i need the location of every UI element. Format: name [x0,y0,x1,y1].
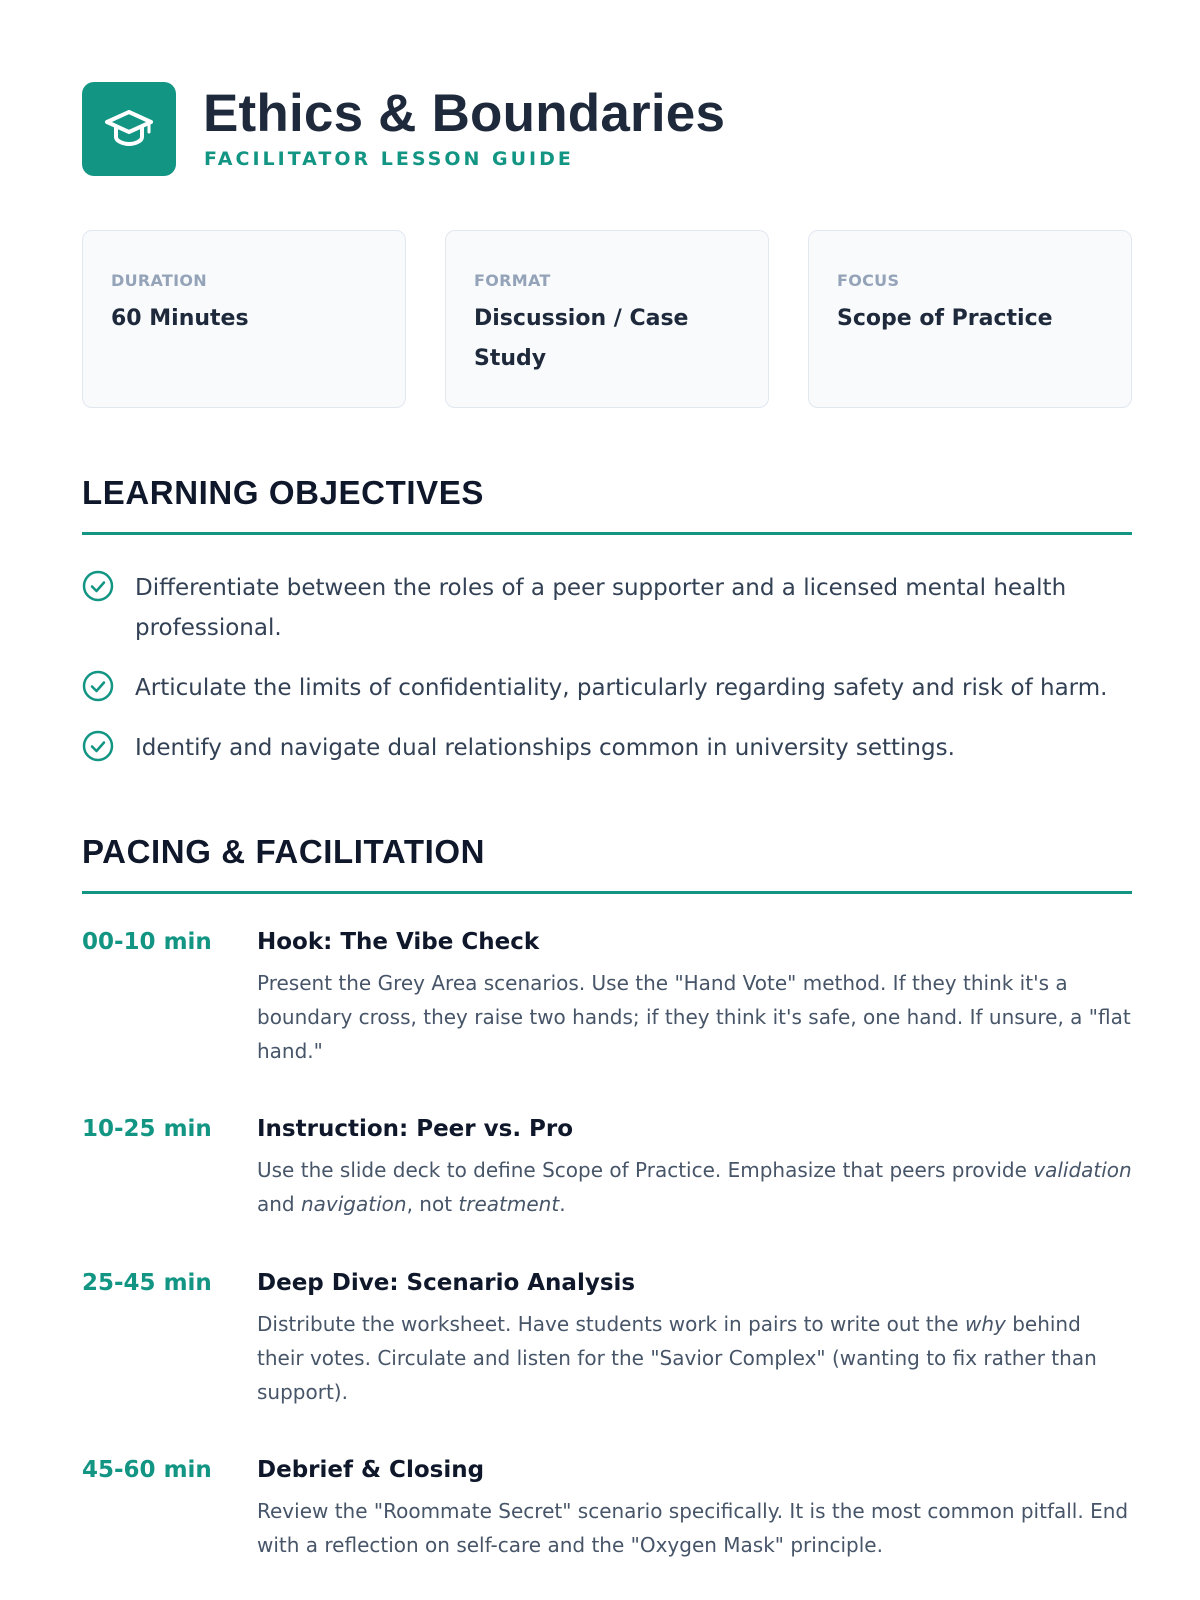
objective-text: Articulate the limits of confidentiality, particularly regarding safety and risk of harm. [135,675,1108,701]
desc-text: Use the slide deck to define Scope of Practice. Emphasize that peers provide [257,1158,1034,1182]
logo-badge [82,82,176,176]
activity-title: Debrief & Closing [257,1457,485,1483]
pacing-heading: PACING & FACILITATION [82,833,486,870]
desc-text: . [559,1192,566,1216]
duration-card [82,230,406,408]
objectives-heading: LEARNING OBJECTIVES [82,474,484,511]
info-cards [82,230,1132,408]
section-divider [82,532,1132,535]
page-header [82,82,1132,176]
desc-emphasis: validation [1033,1158,1132,1182]
card-value: 60 Minutes [111,306,249,331]
card-label: DURATION [111,271,207,290]
section-divider [82,891,1132,894]
activity-title: Hook: The Vibe Check [257,929,540,955]
activity-title: Deep Dive: Scenario Analysis [257,1270,636,1296]
page-title: Ethics & Boundaries [203,84,726,143]
format-card [445,230,769,408]
objective-text: Differentiate between the roles of a peer supporter and a licensed mental health professional. [135,575,1067,641]
desc-text: behind their votes. Circulate and listen for the "Savior Complex" (wanting to fix rather than support). [257,1312,1097,1404]
card-value: Scope of Practice [837,306,1053,331]
desc-emphasis: why [964,1312,1006,1336]
lesson-guide-page [82,0,1132,1600]
check-circle-icon [82,730,114,762]
activity-description: Present the Grey Area scenarios. Use the "Hand Vote" method. If they think it's a boundary cross, they raise two hands; if they think it's safe, one hand. If unsure, a "flat hand." [257,971,1131,1063]
desc-emphasis: navigation [300,1192,407,1216]
page-subtitle: FACILITATOR LESSON GUIDE [204,148,574,170]
check-circle-icon [82,670,114,702]
activity-description [257,1307,1132,1409]
card-label: FOCUS [837,271,900,290]
check-circle-icon [82,570,114,602]
time-range: 00-10 min [82,929,212,955]
time-range: 10-25 min [82,1116,212,1142]
activity-title: Instruction: Peer vs. Pro [257,1116,574,1142]
time-range: 45-60 min [82,1457,212,1483]
activity-description: Review the "Roommate Secret" scenario specifically. It is the most common pitfall. End with a reflection on self-care and the "Oxygen Mask" principle. [257,1499,1129,1557]
focus-card [808,230,1132,408]
card-label: FORMAT [474,271,551,290]
desc-text: and [257,1192,301,1216]
graduation-cap-icon [103,108,155,148]
objective-text: Identify and navigate dual relationships common in university settings. [135,735,955,761]
desc-text: , not [406,1192,459,1216]
desc-emphasis: treatment [458,1192,560,1216]
card-value: Discussion / Case Study [474,306,689,371]
activity-description [257,1153,1132,1221]
time-range: 25-45 min [82,1270,212,1296]
desc-text: Distribute the worksheet. Have students work in pairs to write out the [257,1312,965,1336]
